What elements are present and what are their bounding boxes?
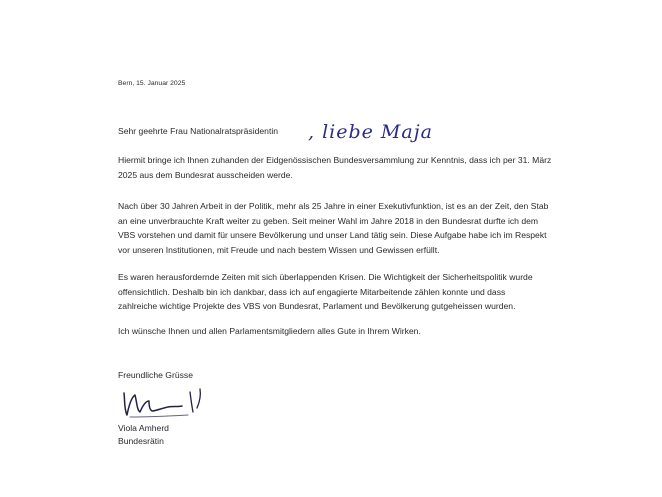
paragraph-wishes: Ich wünsche Ihnen und allen Parlamentsmitgliedern alles Gute in Ihrem Wirken. (118, 326, 421, 336)
paragraph-career: Nach über 30 Jahren Arbeit in der Politik, mehr als 25 Jahre in einer Exekutivfunktion, ist es an der Zeit, den Stab an eine unverbrauchte Kraft weiter zu geben. Seit meiner Wahl im Jahre 2018 in den Bundesrat durfte ich dem VBS vorstehen und damit für unsere Bevölkerung und unser Land tätig sein. Diese Aufgabe habe ich im Respekt vor unseren Institutionen, mit Freude und nach bestem Wissen und Gewissen erfüllt. (118, 201, 549, 255)
signer-name: Viola Amherd (118, 423, 169, 433)
signature-image (118, 381, 218, 421)
paragraph-thanks: Es waren herausfordernde Zeiten mit sich überlappenden Krisen. Die Wichtigkeit der Sicherheitspolitik wurde offensichtlich. Deshalb bin ich dankbar, dass ich auf engagierte Mitarbeitende zählen konnte und dass zahlreiche wichtige Projekte des VBS von Bundesrat, Parlament und Bevölkerung gutgeheissen wurden. (118, 272, 533, 311)
closing-greeting: Freundliche Grüsse (118, 370, 193, 380)
handwritten-salutation-text: , liebe Maja (308, 121, 433, 143)
letter-date: Bern, 15. Januar 2025 (118, 80, 186, 87)
salutation: Sehr geehrte Frau Nationalratspräsidentin (118, 126, 279, 136)
signer-title: Bundesrätin (118, 436, 164, 446)
paragraph-resignation-notice: Hiermit bringe ich Ihnen zuhanden der Eidgenössischen Bundesversammlung zur Kenntnis, dass ich per 31. März 2025 aus dem Bundesrat ausscheiden werde. (118, 155, 552, 180)
handwritten-salutation (308, 117, 438, 147)
